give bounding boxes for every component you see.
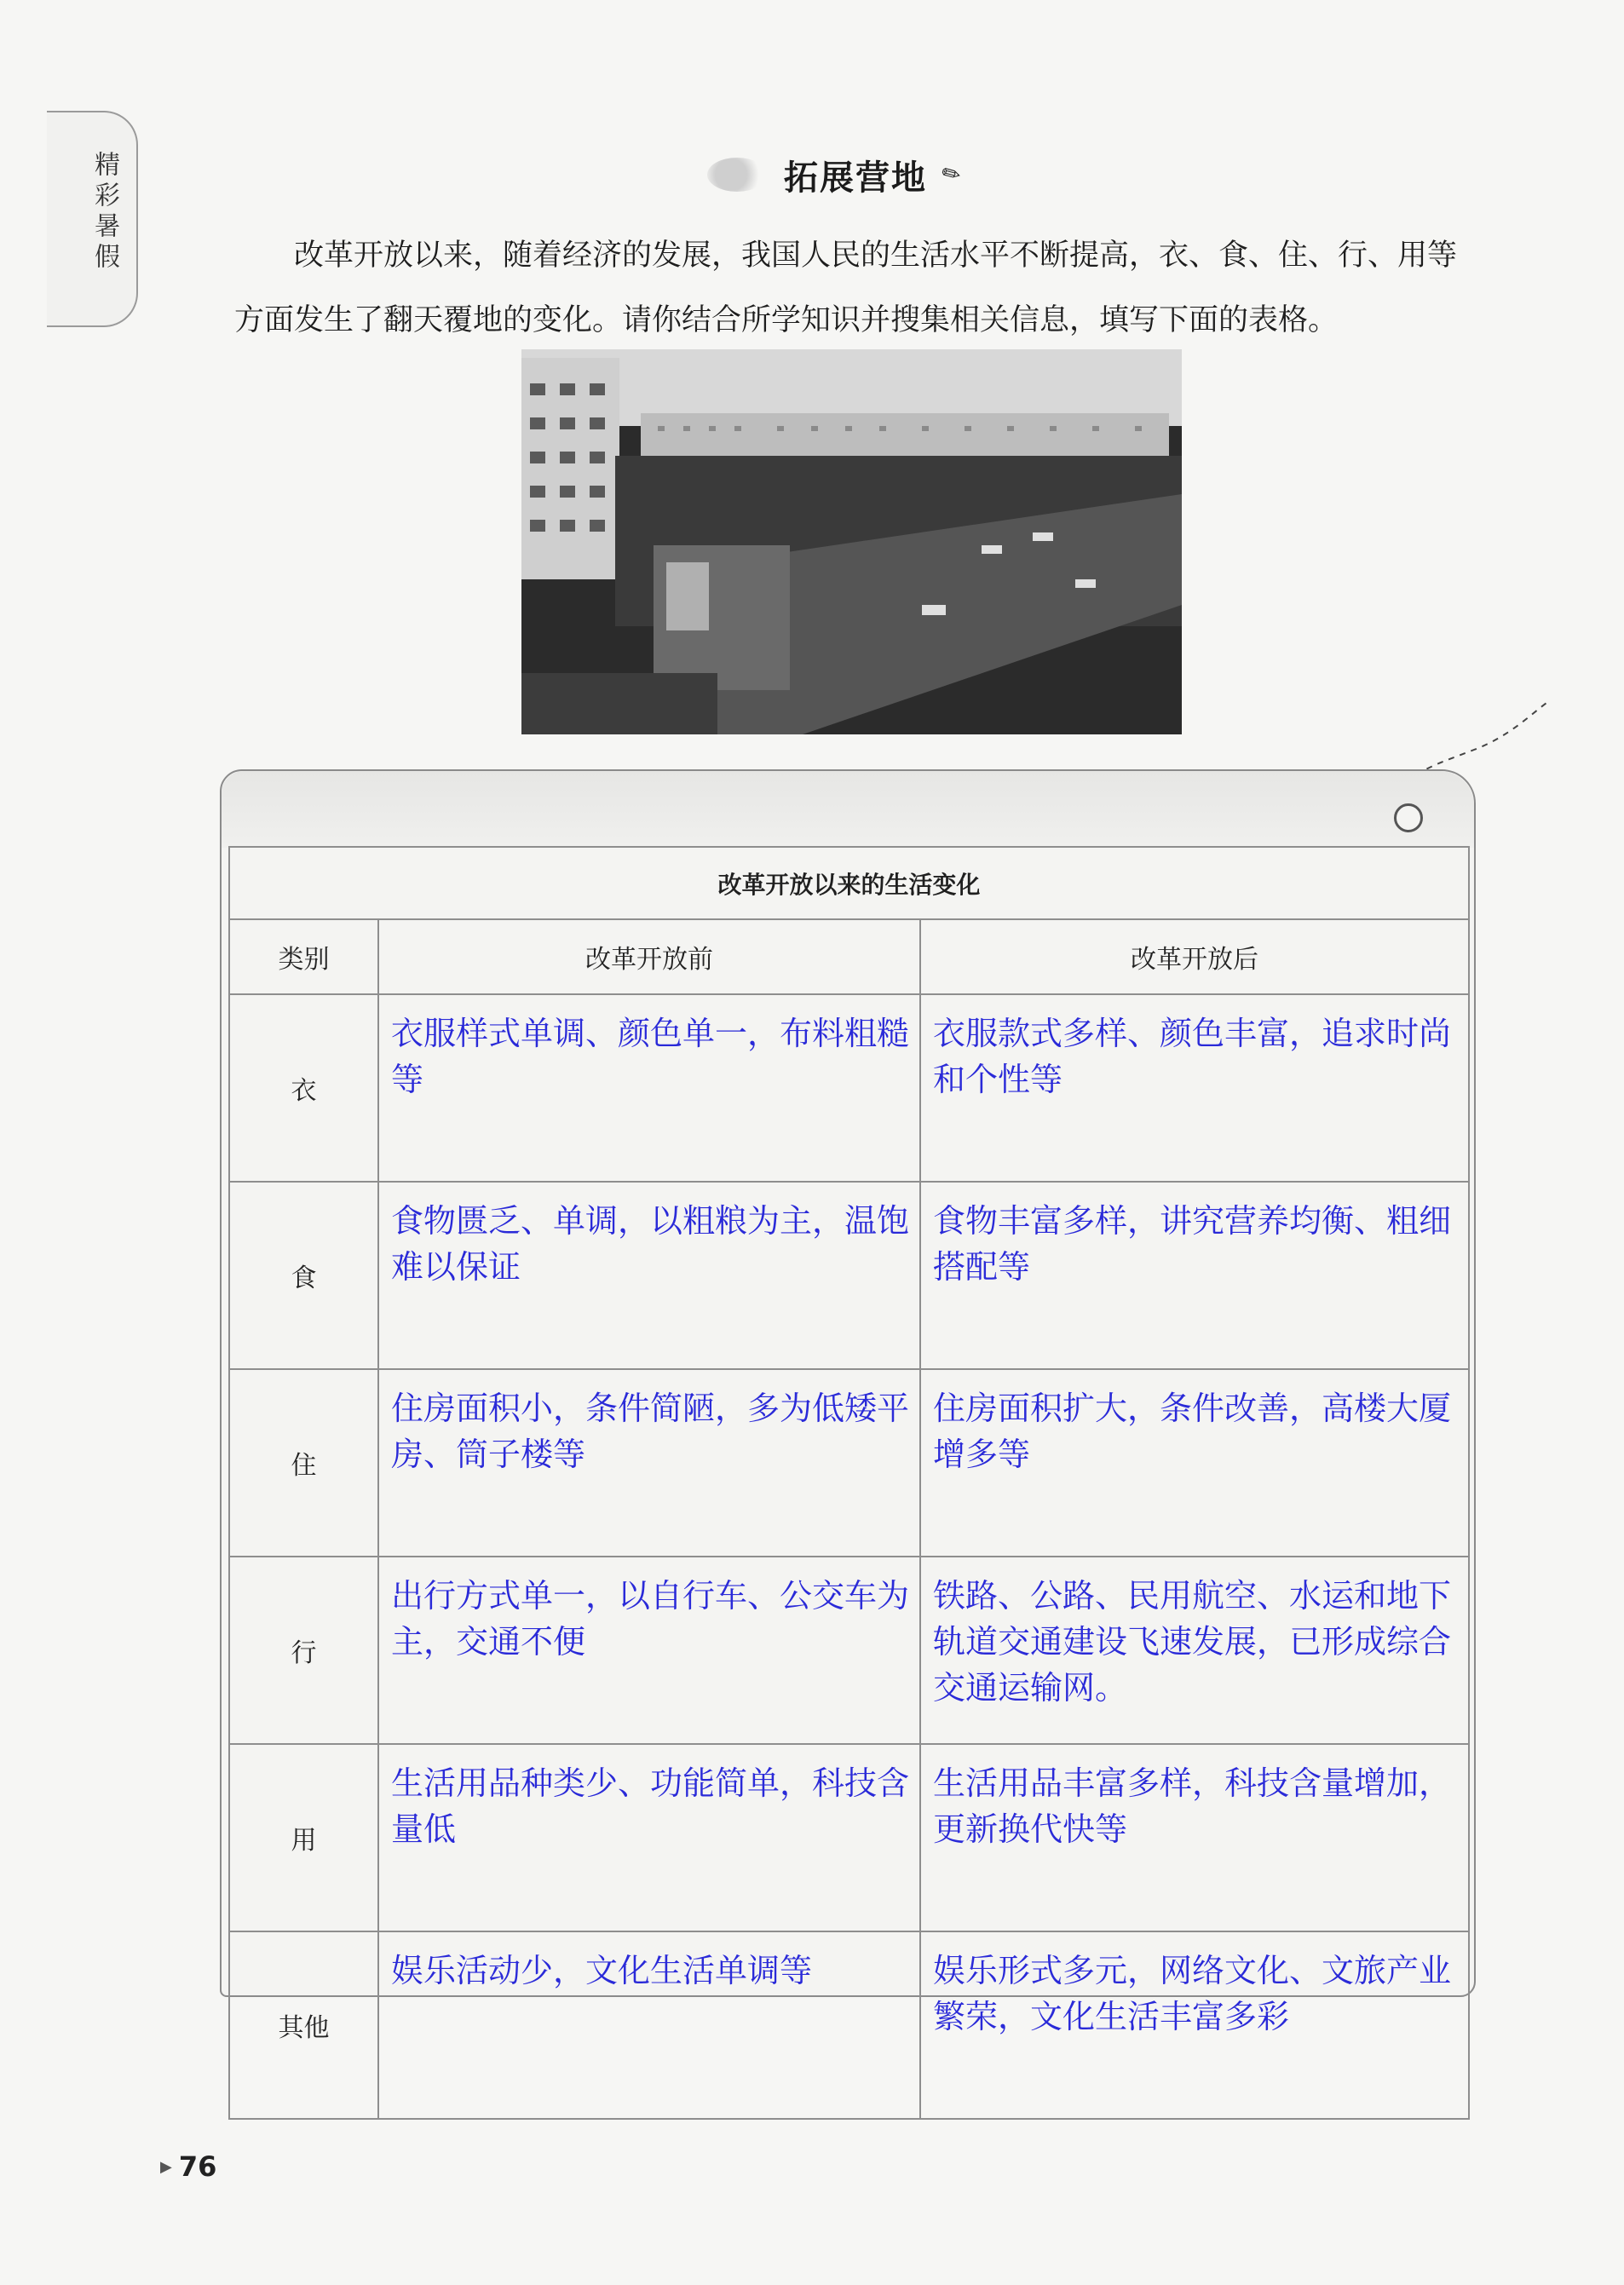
header-after: 改革开放后 — [920, 919, 1469, 994]
table-panel — [220, 769, 1476, 2043]
heading-decoration-icon — [707, 158, 767, 192]
table-row — [229, 1182, 1469, 1369]
row-after-answer[interactable]: 住房面积扩大，条件改善，高楼大厦增多等 — [920, 1369, 1469, 1557]
intro-paragraph: 改革开放以来，随着经济的发展，我国人民的生活水平不断提高，衣、食、住、行、用等方面发生了翻天覆地的变化。请你结合所学知识并搜集相关信息，填写下面的表格。 — [234, 239, 1458, 337]
page-number — [160, 2150, 216, 2183]
row-after-answer[interactable]: 铁路、公路、民用航空、水运和地下轨道交通建设飞速发展，已形成综合交通运输网。 — [920, 1557, 1469, 1744]
row-after-answer[interactable]: 衣服款式多样、颜色丰富，追求时尚和个性等 — [920, 994, 1469, 1182]
panel-top-strip — [222, 771, 1474, 848]
section-heading — [707, 145, 1014, 204]
row-before-answer[interactable]: 住房面积小，条件简陋，多为低矮平房、筒子楼等 — [378, 1369, 920, 1557]
row-before-answer[interactable]: 娱乐活动少，文化生活单调等 — [378, 1931, 920, 2119]
row-before-answer[interactable]: 出行方式单一，以自行车、公交车为主，交通不便 — [378, 1557, 920, 1744]
row-category: 用 — [229, 1744, 378, 1931]
pin-icon — [1394, 803, 1423, 832]
row-category: 住 — [229, 1369, 378, 1557]
table-row — [229, 1744, 1469, 1931]
life-changes-table — [228, 846, 1470, 2120]
row-after-answer[interactable]: 娱乐形式多元，网络文化、文旅产业繁荣，文化生活丰富多彩 — [920, 1931, 1469, 2119]
table-row — [229, 1369, 1469, 1557]
row-category: 食 — [229, 1182, 378, 1369]
row-before-answer[interactable]: 食物匮乏、单调，以粗粮为主，温饱难以保证 — [378, 1182, 920, 1369]
row-after-answer[interactable]: 生活用品丰富多样，科技含量增加，更新换代快等 — [920, 1744, 1469, 1931]
row-after-answer[interactable]: 食物丰富多样，讲究营养均衡、粗细搭配等 — [920, 1182, 1469, 1369]
table-row — [229, 994, 1469, 1182]
side-tab-label: 精彩暑假 — [89, 151, 119, 273]
section-title: 拓展营地 — [784, 158, 927, 198]
row-category: 衣 — [229, 994, 378, 1182]
side-tab — [47, 111, 138, 327]
row-category: 行 — [229, 1557, 378, 1744]
table-row — [229, 1557, 1469, 1744]
pencil-icon: ✎ — [936, 158, 966, 191]
table-row — [229, 1931, 1469, 2119]
page-number-text: 76 — [178, 2150, 217, 2183]
table-caption: 改革开放以来的生活变化 — [229, 847, 1469, 919]
row-before-answer[interactable]: 衣服样式单调、颜色单一，布料粗糙等 — [378, 994, 920, 1182]
page-marker-icon: ▶ — [160, 2157, 172, 2176]
header-before: 改革开放前 — [378, 919, 920, 994]
city-photo-illustration — [521, 349, 1182, 734]
city-photo — [521, 349, 1182, 734]
header-category: 类别 — [229, 919, 378, 994]
row-category: 其他 — [229, 1931, 378, 2119]
row-before-answer[interactable]: 生活用品种类少、功能简单，科技含量低 — [378, 1744, 920, 1931]
